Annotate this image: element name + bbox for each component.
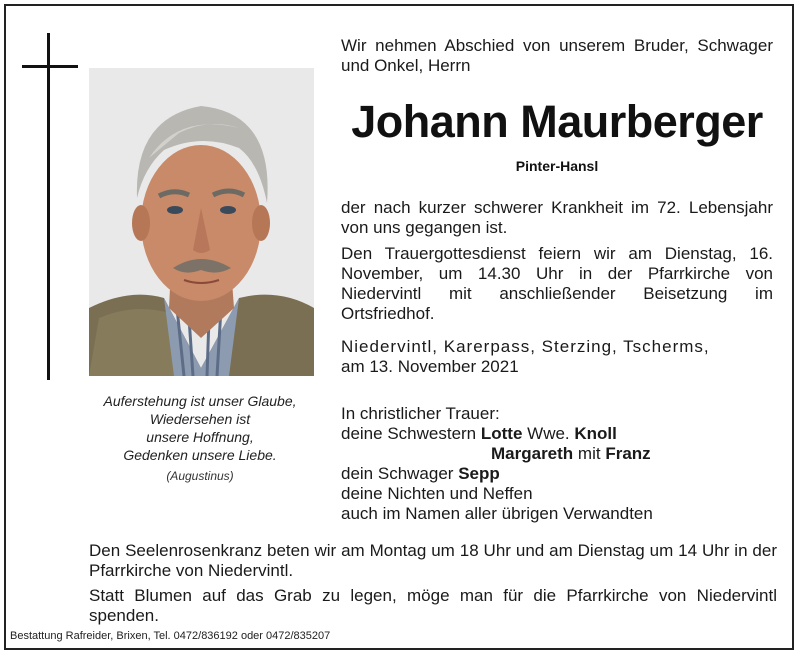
mourner-name: Margareth [491, 444, 574, 463]
mourner-name: Lotte [480, 424, 523, 443]
mourner-mid: Wwe. [527, 424, 570, 443]
death-text: der nach kurzer schwerer Krankheit im 72. Lebensjahr von uns gegangen ist. [341, 198, 773, 237]
deceased-nickname: Pinter-Hansl [515, 158, 599, 174]
mourner-prefix: deine Schwestern [341, 424, 477, 443]
mourner-line [341, 424, 773, 444]
mourners-heading: In christlicher Trauer: [341, 404, 500, 423]
mourner-name: Knoll [574, 424, 617, 443]
cross-icon-bar [22, 65, 78, 68]
flowers-text: Statt Blumen auf das Grab zu legen, möge man für die Pfarrkirche von Niedervintl spenden. [89, 586, 777, 625]
places-text: Niedervintl, Karerpass, Sterzing, Tscherms, [341, 337, 710, 356]
mourner-line [341, 464, 773, 484]
mourner-name: Franz [605, 444, 651, 463]
quote-line: unsere Hoffnung, [146, 429, 254, 445]
mourner-line: deine Nichten und Neffen [341, 484, 533, 503]
quote-source: (Augustinus) [166, 469, 234, 483]
funeral-mass-text: Den Trauergottesdienst feiern wir am Dienstag, 16. November, um 14.30 Uhr in der Pfarrkirche von Niedervintl mit anschließender Beisetzung im Ortsfriedhof. [341, 244, 773, 323]
funeral-home-footer: Bestattung Rafreider, Brixen, Tel. 0472/836192 oder 0472/835207 [10, 630, 331, 642]
mourner-line [341, 444, 773, 464]
mourners-list [341, 404, 773, 524]
mourner-name: Sepp [458, 464, 500, 483]
cross-icon [47, 33, 50, 380]
portrait-photo [89, 68, 314, 376]
mourner-prefix: dein Schwager [341, 464, 454, 483]
deceased-name: Johann Maurberger [351, 96, 763, 147]
mourner-line: auch im Namen aller übrigen Verwandten [341, 504, 653, 523]
quote-line: Auferstehung ist unser Glaube, [103, 393, 297, 409]
mourner-mid: mit [577, 444, 601, 463]
rosary-text: Den Seelenrosenkranz beten wir am Montag um 18 Uhr und am Dienstag um 14 Uhr in der Pfarrkirche von Niedervintl. [89, 541, 777, 580]
memorial-quote [80, 392, 320, 464]
date-text: am 13. November 2021 [341, 357, 519, 376]
quote-line: Wiedersehen ist [149, 411, 251, 427]
quote-line: Gedenken unsere Liebe. [123, 447, 277, 463]
portrait-image [89, 68, 314, 376]
intro-text: Wir nehmen Abschied von unserem Bruder, Schwager und Onkel, Herrn [341, 36, 773, 75]
